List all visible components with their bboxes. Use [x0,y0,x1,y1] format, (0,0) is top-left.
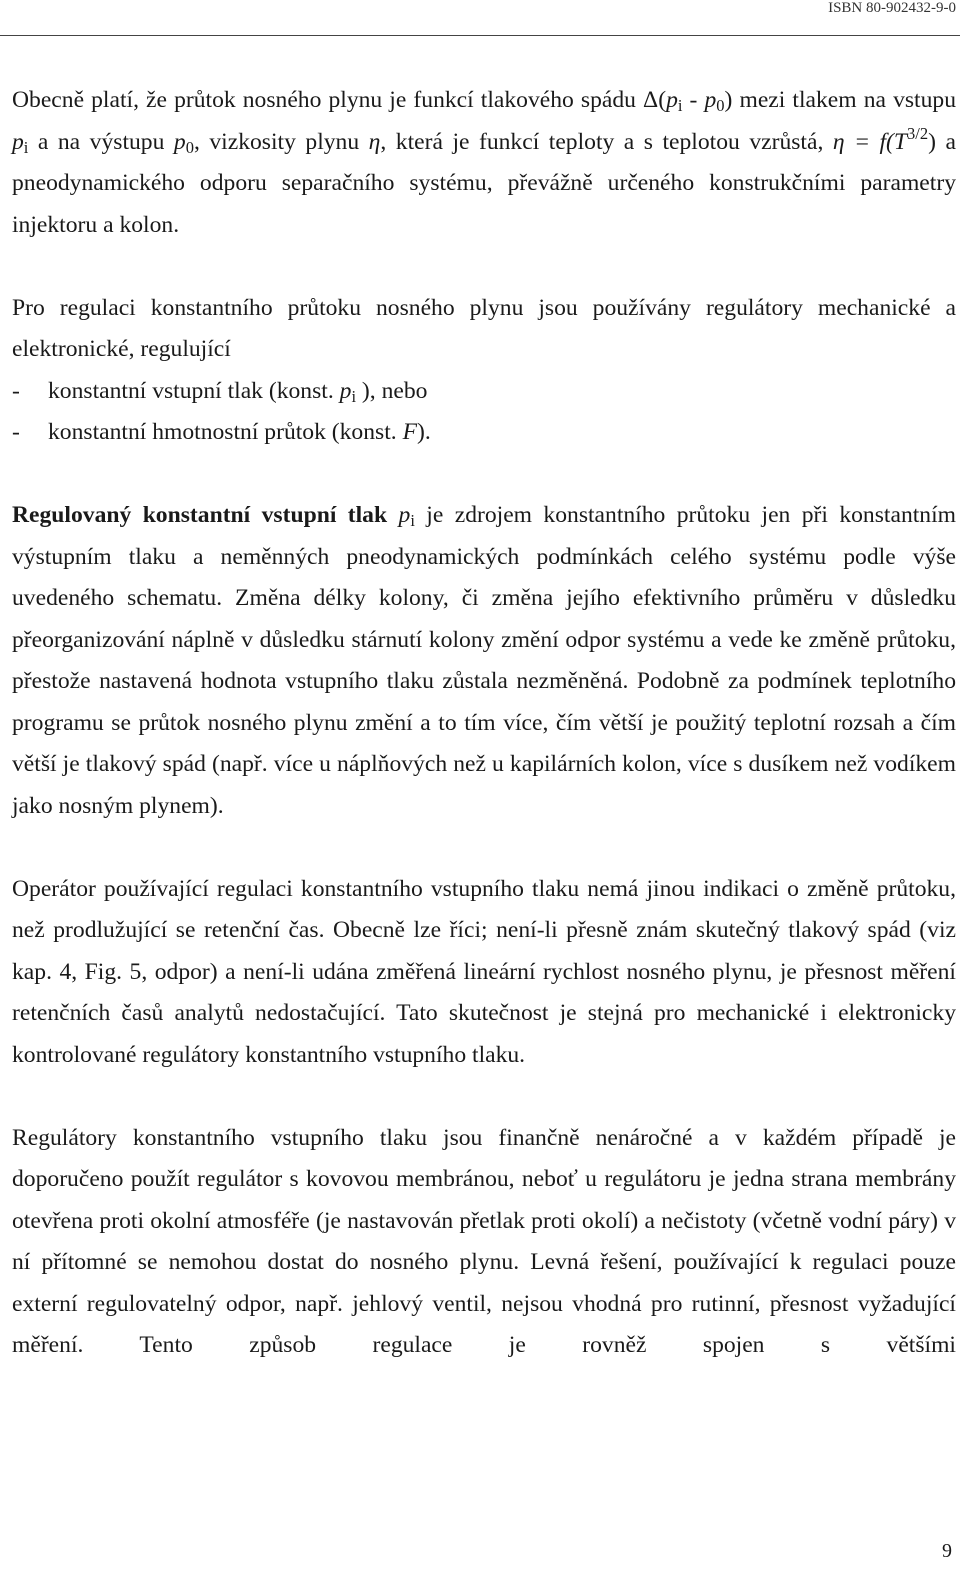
paragraph-regulator-types: Regulátory konstantního vstupního tlaku jsou finančně nenáročné a v každém případě je doporučeno použít regulátor s kovovou membránou, neboť u regulátoru je jedna strana membrány otevřena proti okolní atmosféře (je nastavován přetlak proti okolí) a nečistoty (včetně vodní páry) v ní přítomné se nemohou dostat do nosného plynu. Levná řešení, používající k regulaci pouze externí regulovatelný odpor, např. jehlový ventil, nejsou vhodná pro rutinní, přesnost vyžadující měření. Tento způsob regulace je rovněž spojen s většími [12,1124,956,1358]
document-body [12,80,956,1408]
header-divider [0,35,960,36]
page-number: 9 [942,1540,952,1562]
paragraph-regulators-list [12,288,956,454]
regulators-intro: Pro regulaci konstantního průtoku nosného plynu jsou používány regulátory mechanické a elektronické, regulující [12,294,956,362]
paragraph-regulated-inlet-pressure: Regulovaný konstantní vstupní tlak $p_i$ je zdrojem konstantního průtoku jen při konstantním výstupním tlaku a neměnných pneodynamických podmínkách celého systému podle výše uvedeného schematu. Změna délky kolony, či změna jejího efektivního průměru v důsledku přeorganizování náplně v důsledku stárnutí kolony změní odpor systému a vede ke změně průtoku, přestože nastavená hodnota vstupního tlaku zůstala nezměněná. Podobně za podmínek teplotního programu se průtok nosného plynu změní a to tím více, čím větší je použitý teplotní rozsah a čím větší je tlakový spád (např. více u náplňových než u kapilárních kolon, více s dusíkem než vodíkem jako nosným plynem). [12,502,956,819]
paragraph-operator: Operátor používající regulaci konstantního vstupního tlaku nemá jinou indikaci o změně průtoku, než prodlužující se retenční čas. Obecně lze říci; není-li přesně znám skutečný tlakový spád (viz kap. 4, Fig. 5, odpor) a není-li udána změřená lineární rychlost nosného plynu, je přesnost měření retenčních časů analytů nedostačující. Tato skutečnost je stejná pro mechanické i elektronicky kontrolované regulátory konstantního vstupního tlaku. [12,875,956,1068]
list-item-constant-mass-flow: - konstantní hmotnostní průtok (konst. F). [12,419,431,445]
bold-term: Regulovaný konstantní vstupní tlak [12,502,388,528]
paragraph-carrier-gas-flow: Obecně platí, že průtok nosného plynu je funkcí tlakového spádu $\Delta(p_i - p_0)$ mezi tlakem na vstupu $p_i$ a na výstupu $p_0$, vizkosity plynu η, která je funkcí teploty a s teplotou vzrůstá, $\eta = f(T^{3/2})$ a pneodynamického odporu separačního systému, převážně určeného konstrukčními parametry injektoru a kolon. [12,87,956,238]
isbn-header: ISBN 80-902432-9-0 [828,0,956,16]
list-item-constant-pressure: - konstantní vstupní tlak (konst. $p_i$ ), nebo [12,377,428,406]
